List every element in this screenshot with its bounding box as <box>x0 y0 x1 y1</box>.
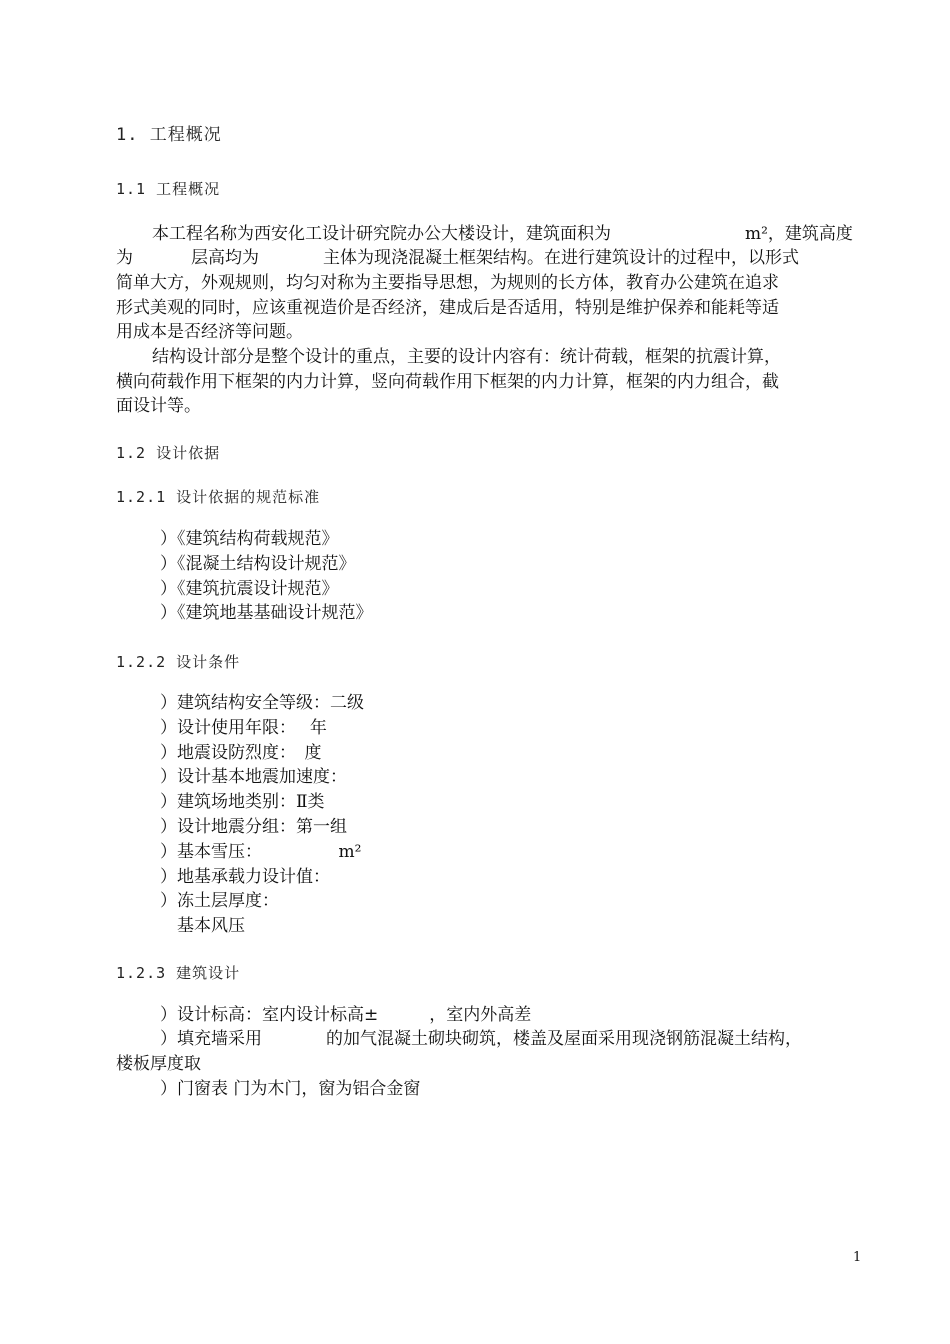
para1-line2a: 为 <box>116 248 133 268</box>
para1-line5: 用成本是否经济等问题。 <box>116 322 303 342</box>
design-line-2a: ）填充墙采用 <box>160 1029 262 1049</box>
design-line-2b: 的加气混凝土砌块砌筑，楼盖及屋面采用现浇钢筋混凝土结构， <box>326 1029 802 1049</box>
section-1-2-2-title: 1.2.2 设计条件 <box>116 653 241 671</box>
condition-item-10: 基本风压 <box>160 916 245 936</box>
spec-item-3: ）《建筑抗震设计规范》 <box>160 579 339 599</box>
design-line-4: ）门窗表 门为木门，窗为铝合金窗 <box>160 1079 421 1099</box>
para1-line2b: 层高均为 <box>191 248 259 268</box>
section-1-2-1-title: 1.2.1 设计依据的规范标准 <box>116 488 321 506</box>
para1-line4: 形式美观的同时，应该重视造价是否经济，建成后是否适用，特别是维护保养和能耗等适 <box>116 298 779 318</box>
condition-item-7: ）基本雪压： m² <box>160 842 362 862</box>
condition-item-4: ）设计基本地震加速度： <box>160 767 347 787</box>
section-1-title: 1. 工程概况 <box>116 125 222 145</box>
condition-item-1: ）建筑结构安全等级：二级 <box>160 693 364 713</box>
section-1-2-3-title: 1.2.3 建筑设计 <box>116 964 241 982</box>
condition-item-5: ）建筑场地类别：Ⅱ类 <box>160 792 325 812</box>
para2-line1: 结构设计部分是整个设计的重点，主要的设计内容有：统计荷载，框架的抗震计算， <box>152 347 781 367</box>
condition-item-3: ）地震设防烈度： 度 <box>160 743 322 763</box>
design-line-1: ）设计标高：室内设计标高± ，室内外高差 <box>160 1005 532 1025</box>
para2-line3: 面设计等。 <box>116 396 201 416</box>
section-1-2-title: 1.2 设计依据 <box>116 444 221 462</box>
section-1-1-title: 1.1 工程概况 <box>116 180 221 198</box>
para1-line1-text: 本工程名称为西安化工设计研究院办公大楼设计，建筑面积为 <box>152 224 611 244</box>
para1-line1 <box>152 222 611 247</box>
para2-line2: 横向荷载作用下框架的内力计算，竖向荷载作用下框架的内力计算，框架的内力组合，截 <box>116 372 779 392</box>
para1-line3: 简单大方，外观规则，均匀对称为主要指导思想，为规则的长方体，教育办公建筑在追求 <box>116 273 779 293</box>
condition-item-6: ）设计地震分组：第一组 <box>160 817 347 837</box>
spec-item-1: ）《建筑结构荷载规范》 <box>160 529 339 549</box>
condition-item-9: ）冻土层厚度： <box>160 891 279 911</box>
spec-item-2: ）《混凝土结构设计规范》 <box>160 554 356 574</box>
page-number: 1 <box>853 1250 862 1265</box>
para1-line1-unit: m²，建筑高度 <box>745 224 853 244</box>
condition-item-2: ）设计使用年限： 年 <box>160 718 327 738</box>
condition-item-8: ）地基承载力设计值： <box>160 867 330 887</box>
spec-item-4: ）《建筑地基基础设计规范》 <box>160 603 373 623</box>
design-line-3: 楼板厚度取 <box>116 1054 201 1074</box>
para1-line2c: 主体为现浇混凝土框架结构。在进行建筑设计的过程中，以形式 <box>323 248 799 268</box>
